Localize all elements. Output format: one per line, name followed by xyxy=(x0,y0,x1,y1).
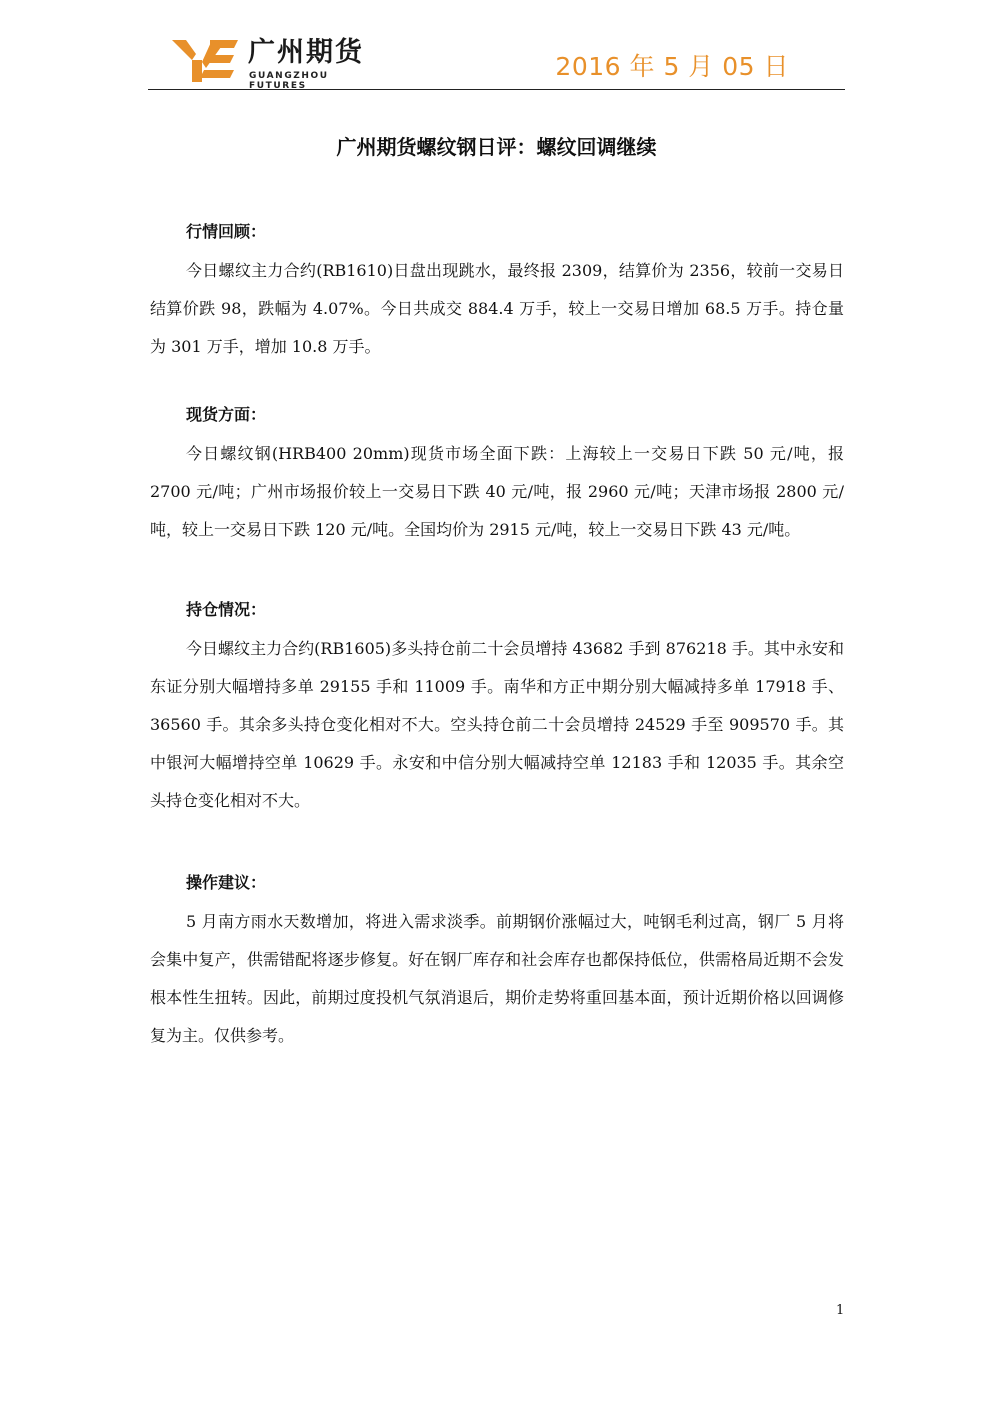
logo-english-name: GUANGZHOU FUTURES xyxy=(249,71,329,91)
section-body: 今日螺纹钢(HRB400 20mm)现货市场全面下跌：上海较上一交易日下跌 50 元/吨，报 2700 元/吨；广州市场报价较上一交易日下跌 40 元/吨，报 2960 元/吨；天津市场报 2800 元/吨，较上一交易日下跌 120 元/吨。全国均价为 2915 元/吨，较上一交易日下跌 43 元/吨。 xyxy=(150,444,844,539)
section-positions xyxy=(150,598,844,820)
header-divider xyxy=(148,89,845,90)
report-title: 广州期货螺纹钢日评：螺纹回调继续 xyxy=(336,135,657,159)
page-header xyxy=(148,30,845,90)
section-market-review xyxy=(150,220,844,366)
section-spot-market xyxy=(150,403,844,549)
section-body: 今日螺纹主力合约(RB1605)多头持仓前二十会员增持 43682 手到 876218 手。其中永安和东证分别大幅增持多单 29155 手和 11009 手。南华和方正中期分别大幅减持多单 17918 手、36560 手。其余多头持仓变化相对不大。空头持仓前二十会员增持 24529 手至 909570 手。其中银河大幅增持空单 10629 手。永安和中信分别大幅减持空单 12183 手和 12035 手。其余空头持仓变化相对不大。 xyxy=(150,639,844,810)
section-body: 5 月南方雨水天数增加，将进入需求淡季。前期钢价涨幅过大，吨钢毛利过高，钢厂 5 月将会集中复产，供需错配将逐步修复。好在钢厂库存和社会库存也都保持低位，供需格局近期不会发根本性生扭转。因此，前期过度投机气氛消退后，期价走势将重回基本面，预计近期价格以回调修复为主。仅供参考。 xyxy=(150,912,844,1045)
section-heading: 现货方面： xyxy=(186,405,267,424)
logo-chinese-name: 广州期货 xyxy=(248,37,364,68)
report-date: 2016 年 5 月 05 日 xyxy=(555,52,789,81)
section-body: 今日螺纹主力合约(RB1610)日盘出现跳水，最终报 2309，结算价为 2356，较前一交易日结算价跌 98，跌幅为 4.07%。今日共成交 884.4 万手，较上一交易日增加 68.5 万手。持仓量为 301 万手，增加 10.8 万手。 xyxy=(150,261,844,356)
logo-mark-icon xyxy=(172,38,238,82)
section-heading: 持仓情况： xyxy=(186,600,267,619)
company-logo xyxy=(172,37,372,91)
section-heading: 行情回顾： xyxy=(186,222,267,241)
section-operation-advice xyxy=(150,871,844,1055)
section-heading: 操作建议： xyxy=(186,873,267,892)
page-number: 1 xyxy=(836,1303,845,1318)
